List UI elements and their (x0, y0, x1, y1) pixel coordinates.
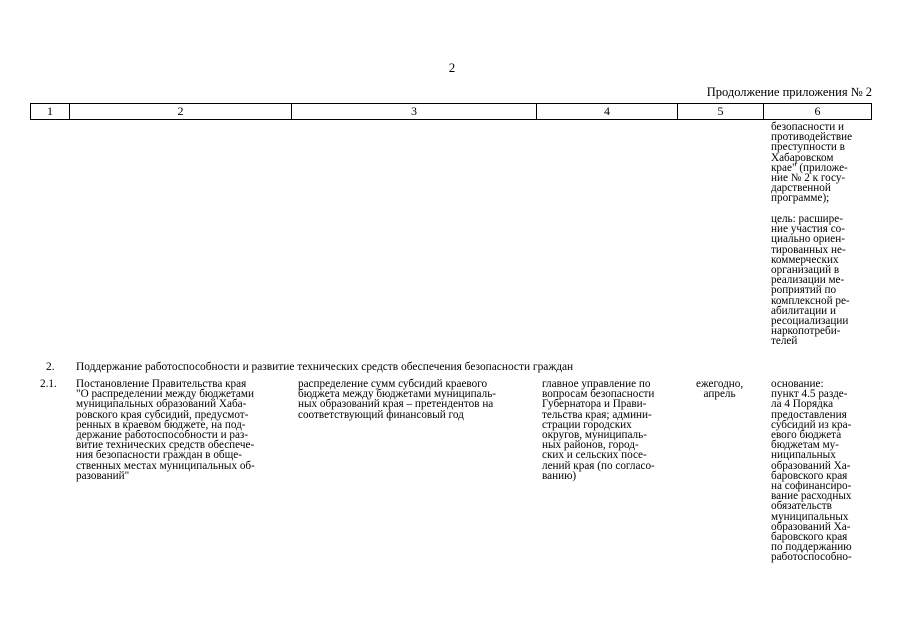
section-title: Поддержание работоспособности и развитие технических средств обеспечения безопасности граждан (76, 361, 574, 373)
col6-goal-text: цель: расшире- ние участия со- циально ориен- тированных не- коммерческих организаций в реализации ме- роприятий по комплексной ре- абилитации и ресоциализации наркопотреби- телей (771, 213, 850, 348)
continuation-label: Продолжение приложения № 2 (706, 85, 872, 99)
row-basis: основание: пункт 4.5 разде- ла 4 Порядка предоставления субсидий из кра- евого бюджета бюджетам му- ниципальных образований Ха- баровского края на софинансиро- вание расходных обязательств муниципальных образований Ха- баровского края по поддержанию работоспособно- (771, 378, 852, 564)
table-header (30, 103, 872, 120)
row-number: 2.1. (40, 378, 57, 390)
header-col-4: 4 (537, 104, 678, 119)
row-document-title: Постановление Правительства края "О распределении между бюджетами муниципальных образований Хаба- ровского края субсидий, предусмот- ренных в краевом бюджете, на под- держание работоспособности и раз- витие технических средств обеспече- ния безопасности граждан в обще- ственных местах муниципальных об- разований" (76, 378, 255, 482)
header-col-1: 1 (31, 104, 70, 119)
row-responsible: главное управление по вопросам безопасности Губернатора и Прави- тельства края; админи- страции городских округов, муниципаль- ных районов, город- ских и сельских посе- лений края (по согласо- ванию) (542, 378, 655, 482)
row-deadline: ежегодно, апрель (696, 378, 744, 401)
header-col-2: 2 (70, 104, 292, 119)
col6-continuation-text: безопасности и противодействие преступности в Хабаровском крае" (приложе- ние № 2 к госу- дарственной программе); (771, 121, 853, 205)
header-col-3: 3 (292, 104, 537, 119)
row-content: распределение сумм субсидий краевого бюджета между бюджетами муниципаль- ных образований края – претендентов на соответствующий финансовый год (298, 378, 497, 421)
page-number: 2 (448, 60, 456, 75)
section-number: 2. (46, 361, 55, 373)
header-col-5: 5 (678, 104, 764, 119)
header-col-6: 6 (814, 104, 821, 118)
